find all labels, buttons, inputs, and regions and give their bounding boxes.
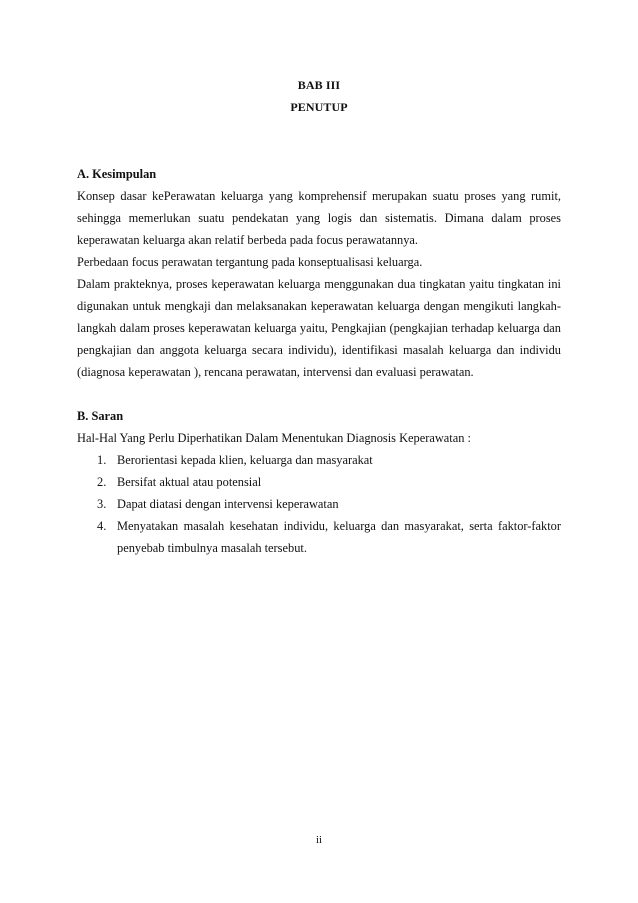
- list-text: Menyatakan masalah kesehatan individu, keluarga dan masyarakat, serta faktor-faktor penyebab timbulnya masalah tersebut.: [117, 519, 561, 555]
- list-text: Dapat diatasi dengan intervensi keperawatan: [117, 497, 339, 511]
- saran-intro: Hal-Hal Yang Perlu Diperhatikan Dalam Menentukan Diagnosis Keperawatan :: [77, 431, 471, 445]
- list-number: 2.: [97, 475, 107, 489]
- chapter-title: PENUTUP: [290, 100, 348, 114]
- list-item: [97, 515, 561, 559]
- section-heading-saran: B. Saran: [77, 409, 124, 423]
- list-item: [97, 471, 561, 493]
- paragraph: Konsep dasar kePerawatan keluarga yang komprehensif merupakan suatu proses yang rumit, sehingga memerlukan suatu pendekatan yang logis dan sistematis. Dimana dalam proses keperawatan keluarga akan relatif berbeda pada focus perawatannya.: [77, 189, 561, 247]
- section-heading-kesimpulan: A. Kesimpulan: [77, 167, 157, 181]
- list-item: [97, 449, 561, 471]
- page-number: ii: [315, 834, 323, 846]
- list-number: 4.: [97, 519, 107, 533]
- section-spacer: [77, 383, 561, 405]
- document-body: [77, 163, 561, 559]
- list-number: 1.: [97, 453, 107, 467]
- saran-list: [77, 449, 561, 559]
- chapter-heading: BAB III: [297, 78, 341, 92]
- list-number: 3.: [97, 497, 107, 511]
- list-text: Bersifat aktual atau potensial: [117, 475, 262, 489]
- paragraph: Dalam prakteknya, proses keperawatan keluarga menggunakan dua tingkatan yaitu tingkatan ini digunakan untuk mengkaji dan melaksanakan keperawatan keluarga dengan mengikuti langkah-langkah dalam proses keperawatan keluarga yaitu, Pengkajian (pengkajian terhadap keluarga dan pengkajian dan anggota keluarga secara individu), identifikasi masalah keluarga dan individu (diagnosa keperawatan ), rencana perawatan, intervensi dan evaluasi perawatan.: [77, 277, 561, 379]
- list-text: Berorientasi kepada klien, keluarga dan masyarakat: [117, 453, 373, 467]
- paragraph: Perbedaan focus perawatan tergantung pada konseptualisasi keluarga.: [77, 255, 423, 269]
- list-item: [97, 493, 561, 515]
